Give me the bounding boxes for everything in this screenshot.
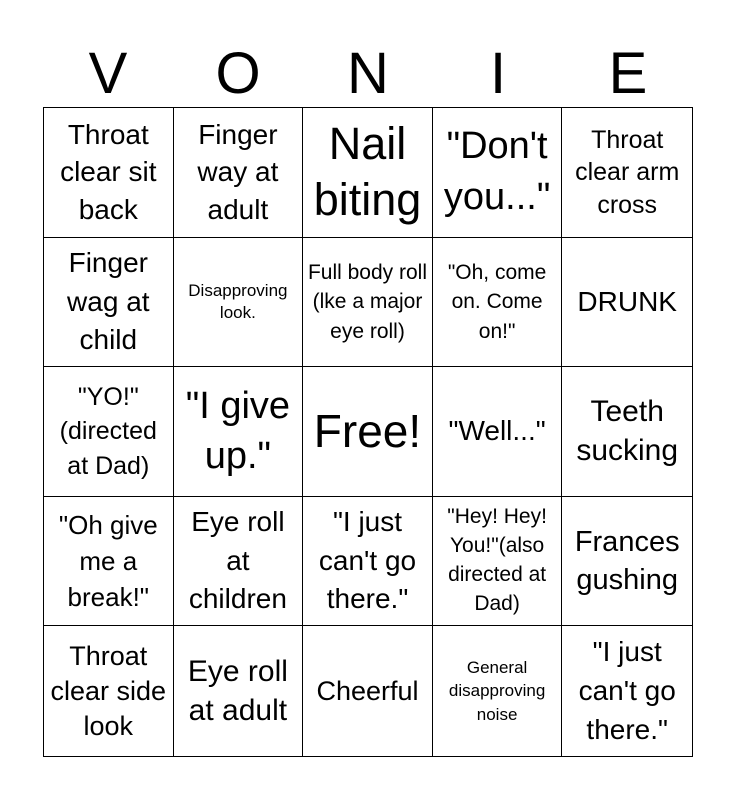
title-letter: O [215,41,261,106]
cell-text: "Hey! Hey! You!"(also directed at Dad) [447,505,547,616]
cell-text: Full body roll (lke a major eye roll) [307,260,428,343]
free-space[interactable] [303,367,433,497]
cell-text: "Well..." [448,415,546,447]
bingo-cell[interactable] [174,497,304,627]
cell-text: Nail biting [313,118,422,226]
bingo-cell[interactable] [303,626,433,756]
cell-text: Finger wag at child [67,246,150,356]
bingo-cell[interactable] [562,626,692,756]
cell-text: "YO!" (directed at Dad) [59,382,157,480]
cell-text: Cheerful [316,675,419,706]
cell-text: Free! [313,404,422,457]
cell-text: "I just can't go there." [318,506,417,615]
bingo-board [43,107,693,757]
bingo-cell[interactable] [562,497,692,627]
cell-text: Throat clear sit back [60,118,157,226]
bingo-cell[interactable] [433,238,563,368]
bingo-cell[interactable] [562,108,692,238]
cell-text: "I give up." [185,384,291,478]
bingo-cell[interactable] [562,238,692,368]
title-letter: N [347,41,389,106]
cell-text: Throat clear arm cross [575,125,680,219]
bingo-cell[interactable] [174,367,304,497]
cell-text: "Don't you..." [443,125,551,219]
cell-text: "Oh, come on. Come on!" [447,260,547,343]
cell-text: "I just can't go there." [578,636,676,745]
cell-text: DRUNK [577,285,677,317]
bingo-cell[interactable] [44,626,174,756]
bingo-cell[interactable] [174,626,304,756]
cell-text: Finger way at adult [197,118,279,226]
cell-text: Throat clear side look [50,640,167,741]
cell-text: Eye roll at adult [187,654,288,728]
bingo-cell[interactable] [433,626,563,756]
bingo-cell[interactable] [562,367,692,497]
bingo-cell[interactable] [174,238,304,368]
bingo-cell[interactable] [44,108,174,238]
bingo-cell[interactable] [303,238,433,368]
bingo-title [43,40,693,108]
bingo-cell[interactable] [44,238,174,368]
cell-text: Frances gushing [574,525,680,597]
bingo-cell[interactable] [303,497,433,627]
cell-text: "Oh give me a break!" [58,509,158,613]
cell-text: Eye roll at children [188,506,287,615]
bingo-cell[interactable] [44,367,174,497]
bingo-cell[interactable] [433,367,563,497]
bingo-cell[interactable] [174,108,304,238]
bingo-cell[interactable] [433,108,563,238]
title-letter: E [608,41,648,106]
bingo-cell[interactable] [433,497,563,627]
cell-text: Teeth sucking [576,394,679,468]
title-letter: I [489,41,507,106]
cell-text: General disapproving noise [448,657,546,725]
cell-text: Disapproving look. [188,280,288,322]
title-letter: V [88,41,128,106]
bingo-cell[interactable] [303,108,433,238]
bingo-cell[interactable] [44,497,174,627]
